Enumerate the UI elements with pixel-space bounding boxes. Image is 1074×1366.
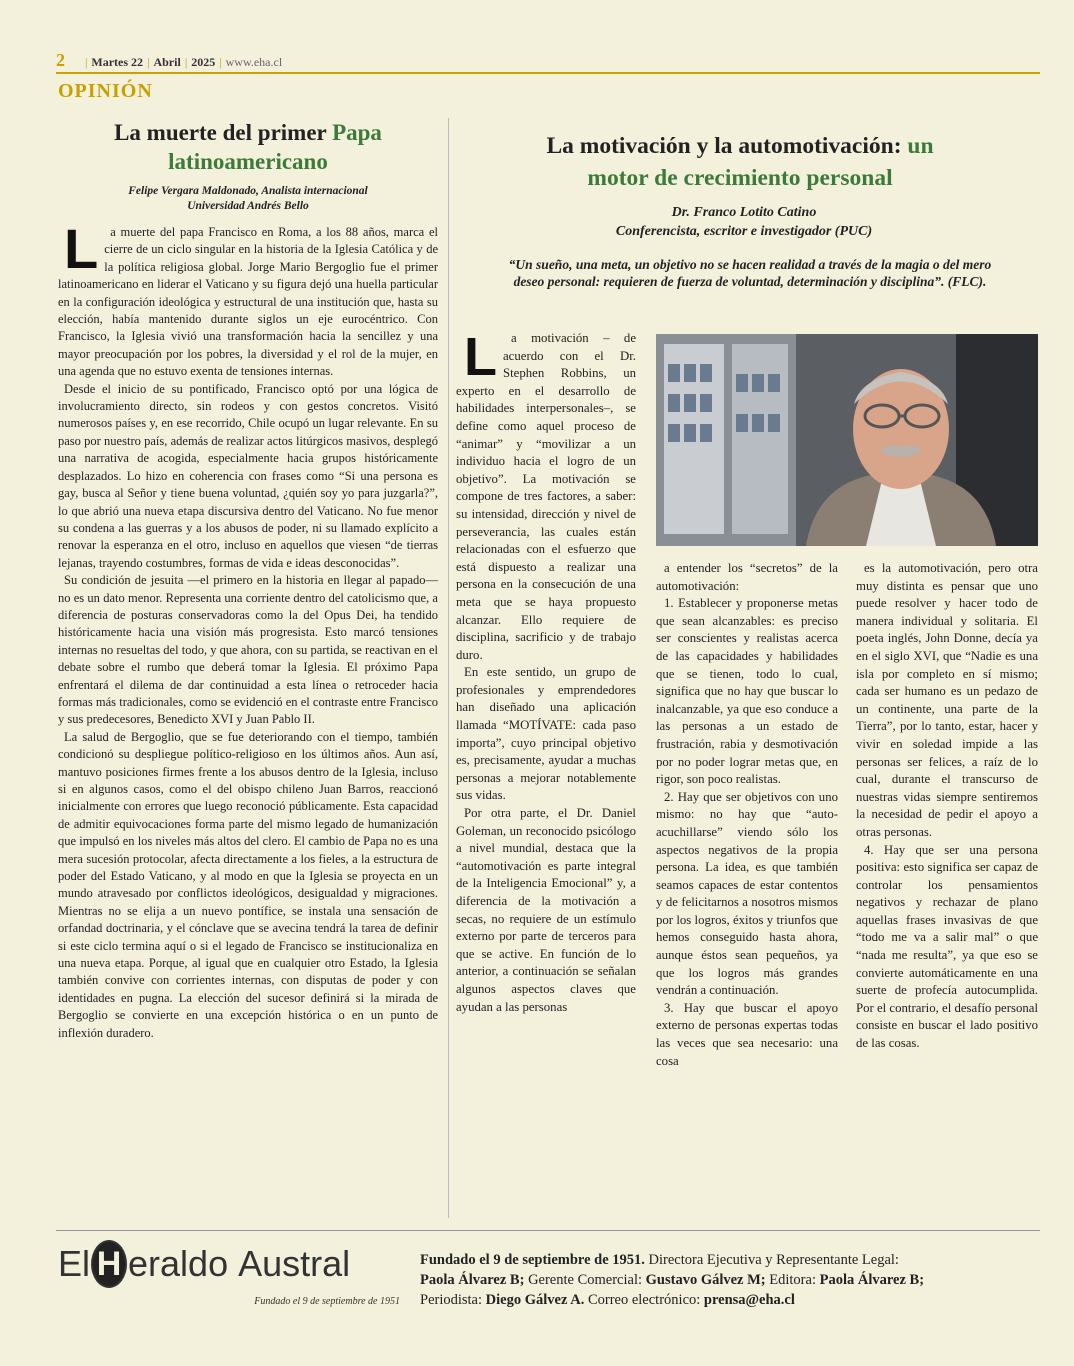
article2-paragraph: a entender los “secretos” de la automotivación: xyxy=(656,561,838,593)
imprint: Fundado el 9 de septiembre de 1951. Directora Ejecutiva y Representante Legal: Paola Álvarez B; Gerente Comercial: Gustavo Gálvez M; Editora: Paola Álvarez B; Periodista: Diego Gálvez A. Correo electrónico: prensa@eha.cl xyxy=(420,1252,925,1308)
date-weekday: Martes 22 xyxy=(91,55,144,69)
newspaper-logo: El H eraldo Austral xyxy=(58,1238,406,1290)
article2-paragraph: es la automotivación, pero otra muy distinta es pensar que uno puede resolver y hacer todo de manera individual y solitaria. El poeta inglés, John Donne, decía ya en el siglo XVI, que “Nadie es una isla por completo en sí mismo; cada ser humano es un pedazo de un continente, una parte de la Tierra”, por lo tanto, estar, hacer y vivir en soledad impide a las personas ser felices, a raíz de lo cual, durante el transcurso de nuestras vidas siempre sentiremos la necesidad de pedir el apoyo a otras personas. xyxy=(856,561,1038,839)
contact-email[interactable]: prensa@eha.cl xyxy=(703,1292,795,1308)
article2-paragraph: En este sentido, un grupo de profesionales y emprendedores han diseñado una aplicación llamada “MOTÍVATE: cada paso importa”, cuyo principal objetivo es, precisamente, ayudar a muchas personas a mejorar notablemente sus vidas. xyxy=(456,665,636,803)
article2-paragraph: Por otra parte, el Dr. Daniel Goleman, un reconocido psicólogo a nivel mundial, destaca que la “automotivación es parte integral de la Inteligencia Emocional” y, a diferencia de la motivación a secas, no requiere de un estímulo externo por parte de terceros para que se active. En función de lo anterior, a continuación se señalan algunos aspectos claves que ayudan a las personas xyxy=(456,806,636,1014)
article1-title: La muerte del primer Papa latinoamericano xyxy=(114,120,382,174)
article2-paragraph: 2. Hay que ser objetivos con uno mismo: no hay que “auto-acuchillarse” viendo sólo los aspectos negativos de la propia persona. La idea, es que también seamos capaces de estar contentos y de felicitarnos a nosotros mismos por los logros, éxitos y triunfos que hemos conseguido hasta ahora, aunque éstos sean pequeños, ya que los logros más grandes vendrán a continuación. xyxy=(656,789,838,998)
date-year: 2025 xyxy=(191,55,216,69)
website-link[interactable]: www.eha.cl xyxy=(225,55,283,69)
article2-title: La motivación y la automotivación: un motor de crecimiento personal xyxy=(546,133,934,191)
article1-dropcap: L xyxy=(64,217,99,280)
footer-rule xyxy=(56,1230,1040,1231)
article1-paragraph: Desde el inicio de su pontificado, Francisco optó por una lógica de involucramiento directo, sin rodeos y con gestos concretos. Visitó numerosos países y, en ese recorrido, Chile ocupó un lugar relevante. En su paso por nuestro país, además de realizar actos litúrgicos masivos, desplegó una narrativa de acogida, especialmente hacia grupos históricamente desplazados. Lo hizo en coherencia con frases como “Si una persona es gay, busca al Señor y tiene buena voluntad, ¿quién soy yo para juzgarla?”, lo que abrió una nueva etapa discursiva dentro del Vaticano. No fue menor su condena a las guerras y a los abusos de poder, ni su llamado explícito a renovar la esperanza en el otro, incluso en aquellos que viesen “de tierras lejanas, trayendo costumbres, formas de vida e ideas desconocidas”. xyxy=(58,381,438,570)
article1-byline xyxy=(58,184,438,214)
logo-tagline: Fundado el 9 de septiembre de 1951 xyxy=(254,1296,400,1307)
author-photo-illustration xyxy=(656,334,1038,546)
article2-column-2 xyxy=(656,560,838,1070)
article2-paragraph: 1. Establecer y proponerse metas que sean alcanzables: es preciso ser conscientes y realistas acerca de las capacidades y habilidades que se tienen, todo lo cual, significa que no hay que buscar lo inalcanzable, ya que eso conduce a las personas a un estado de frustración, rabia y desmotivación por no poder lograr metas que, en rigor, son poco realistas. xyxy=(656,596,838,787)
article1-paragraph: Su condición de jesuita —el primero en la historia en llegar al papado— no es un dato menor. Representa una corriente dentro del catolicismo que, a diferencia de posturas conservadoras como la del Opus Dei, ha tendido históricamente hacia una visión más progresista. Esto marcó tensiones internas no resueltas del todo, y que ahora, con su partida, se reactivan en el debate sobre el rumbo que deberá tomar la Iglesia. El próximo Papa enfrentará el dilema de dar continuidad a esta línea o retroceder hacia formas más tradicionales, como se evidenció en el contraste entre Francisco y sus predecesores, Benedicto XVI y Juan Pablo II. xyxy=(58,573,438,727)
page-header: 2 | Martes 22 | Abril | 2025 | www.eha.cl xyxy=(56,50,283,70)
article2-dropcap: L xyxy=(464,327,497,387)
article2-paragraph: 4. Hay que ser una persona positiva: esto significa ser capaz de controlar los pensamientos negativos y rechazar de plano aquellas frases invasivas de que “todo me va a salir mal” o que “nada me resulta”, ya que eso se convierte automáticamente en una suerte de profecía autocumplida. Por el contrario, el desafío personal consiste en buscar el lado positivo de las cosas. xyxy=(856,842,1038,1051)
column-divider xyxy=(448,118,449,1218)
header-rule xyxy=(56,72,1040,74)
article2-column-3 xyxy=(856,560,1038,1053)
article2-affiliation: Conferencista, escritor e investigador (PUC) xyxy=(615,224,873,239)
article2-byline xyxy=(470,203,1018,241)
article1-paragraph: La salud de Bergoglio, que se fue deteriorando con el tiempo, también condicionó su despliegue político-religioso en los últimos años. Aun así, mantuvo posiciones firmes frente a los abusos dentro de la Iglesia, incluso si en algunos casos, como el del obispo chileno Juan Barros, reaccionó inicialmente con errores que luego reconoció públicamente. Esta capacidad de admitir equivocaciones forma parte del mismo legado de humanización que impulsó en los niveles más altos del clero. El cambio de Papa no es una mera sucesión protocolar, afecta directamente a los fieles, a la estructura de poder del Estado Vaticano, y al modo en que la Iglesia se proyecta en un mundo atravesado por conflictos ideológicos, desigualdad y migraciones. Mientras no se elija a un nuevo pontífice, se instala una sensación de orfandad doctrinaria, y el cónclave que se avecina tendrá la tarea de definir si este ciclo termina aquí o si el legado de Francisco se institucionaliza en una nueva etapa. Porque, al igual que en cualquier otro Estado, la Iglesia también convive con corrientes internas, con disputas de poder y con identidades en pugna. La elección del sucesor definirá si la mirada de Bergoglio se convierte en una excepción histórica o en un punto de inflexión duradero. xyxy=(58,729,438,1040)
article2-column-1: L a motivación – de acuerdo con el Dr. Stephen Robbins, un experto en el desarrollo de habilidades interpersonales–, se define como aquel proceso de “animar” y “movilizar a un individuo hacia el logro de un objetivo”. La motivación se compone de tres factores, a saber: su intensidad, dirección y nivel de perseverancia, las cuales están relacionadas con el esfuerzo que está dispuesto a realizar una persona en la consecución de una meta que se haya propuesto alcanzar. Ello requiere de disciplina, sacrificio y de trabajo duro. En este sentido, un grupo de profesionales y emprendedores han diseñado una aplicación llamada “MOTÍVATE: cada paso importa”, cuyo principal objetivo es, precisamente, ayudar a muchas personas a mejorar notablemente sus vidas. Por otra parte, el Dr. Daniel Goleman, un reconocido psicólogo a nivel mundial, destaca que la “automotivación es parte integral de la Inteligencia Emocional” y, a diferencia de la motivación a secas, no requiere de un estímulo externo por parte de terceros para que se active. En función de lo anterior, a continuación se señalan algunos aspectos claves que ayudan a las personas xyxy=(456,330,636,1016)
article2-pullquote: “Un sueño, una meta, un objetivo no se hacen realidad a través de la magia o del mero deseo personal: requieren de fuerza de voluntad, determinación y disciplina”. (FLC). xyxy=(508,257,992,289)
article1-affiliation: Universidad Andrés Bello xyxy=(187,200,309,212)
article2-paragraph: 3. Hay que buscar el apoyo externo de personas expertas todas las veces que sea necesario: una cosa xyxy=(656,1000,838,1068)
section-title: OPINIÓN xyxy=(58,80,153,102)
logo-h-mark: H xyxy=(91,1240,127,1288)
date-month: Abril xyxy=(153,55,181,69)
author-photo xyxy=(656,334,1038,546)
page-number: 2 xyxy=(56,50,65,70)
article1-author: Felipe Vergara Maldonado, Analista internacional xyxy=(128,185,368,197)
article2-author: Dr. Franco Lotito Catino xyxy=(671,205,817,220)
article1-body: La muerte del papa Francisco en Roma, a los 88 años, marca el cierre de un ciclo singular en la historia de la Iglesia Católica y de la política religiosa global. Jorge Mario Bergoglio fue el primer latinoamericano en liderar el Vaticano y su figura dejó una huella particular en la configuración ideológica y estructural de una institución que, hasta su elección, había mantenido durante siglos un eje eurocéntrico. Con Francisco, la Iglesia vivió una transformación hacia la sencillez y una mayor preocupación por los pobres, la diversidad y el rol de la mujer, en una agenda que no estuvo exenta de tensiones internas. Desde el inicio de su pontificado, Francisco optó por una lógica de involucramiento directo, sin rodeos y con gestos concretos. Visitó numerosos países y, en ese recorrido, Chile ocupó un lugar relevante. En su paso por nuestro país, además de realizar actos litúrgicos masivos, desplegó una narrativa de acogida, especialmente hacia grupos históricamente desplazados. Lo hizo en coherencia con frases como “Si una persona es gay, busca al Señor y tiene buena voluntad, ¿quién soy yo para juzgarla?”, lo que abrió una nueva etapa discursiva dentro del Vaticano. No fue menor su condena a las guerras y a los abusos de poder, ni su llamado explícito a renovar la esperanza en el otro, incluso en aquellos que viesen “de tierras lejanas, trayendo costumbres, formas de vida e ideas desconocidas”. Su condición de jesuita —el primero en la historia en llegar al papado— no es un dato menor. Representa una corriente dentro del catolicismo que, a diferencia de posturas conservadoras como la del Opus Dei, ha tendido históricamente hacia una visión más progresista. Esto marcó tensiones internas no resueltas del todo, y que ahora, con su partida, se reactivan en el debate sobre el rumbo que deberá tomar la Iglesia. El próximo Papa enfrentará el dilema de dar continuidad a esta línea o retroceder hacia formas más tradicionales, como se evidenció en el contraste entre Francisco y sus predecesores, Benedicto XVI y Juan Pablo II. La salud de Bergoglio, que se fue deteriorando con el tiempo, también condicionó su despliegue político-religioso en los últimos años. Aun así, mantuvo posiciones firmes frente a los abusos dentro de la Iglesia, incluso si en algunos casos, como el del obispo chileno Juan Barros, reaccionó inicialmente con errores que luego reconoció públicamente. Esta capacidad de admitir equivocaciones forma parte del mismo legado de humanización que impulsó en los niveles más altos del clero. El cambio de Papa no es una mera sucesión protocolar, afecta directamente a los fieles, a la estructura de poder del Estado Vaticano, y al modo en que la Iglesia se proyecta en un mundo atravesado por conflictos ideológicos, desigualdad y migraciones. Mientras no se elija a un nuevo pontífice, se instala una sensación de orfandad doctrinaria, y el cónclave que se avecina tendrá la tarea de definir si este ciclo termina aquí o si el legado de Francisco se institucionaliza en una nueva etapa. Porque, al igual que en cualquier otro Estado, la Iglesia también convive con corrientes internas, con disputas de poder y con identidades en pugna. La elección del sucesor definirá si la mirada de Bergoglio se convierte en una excepción histórica o en un punto de inflexión duradero. xyxy=(58,224,438,1042)
